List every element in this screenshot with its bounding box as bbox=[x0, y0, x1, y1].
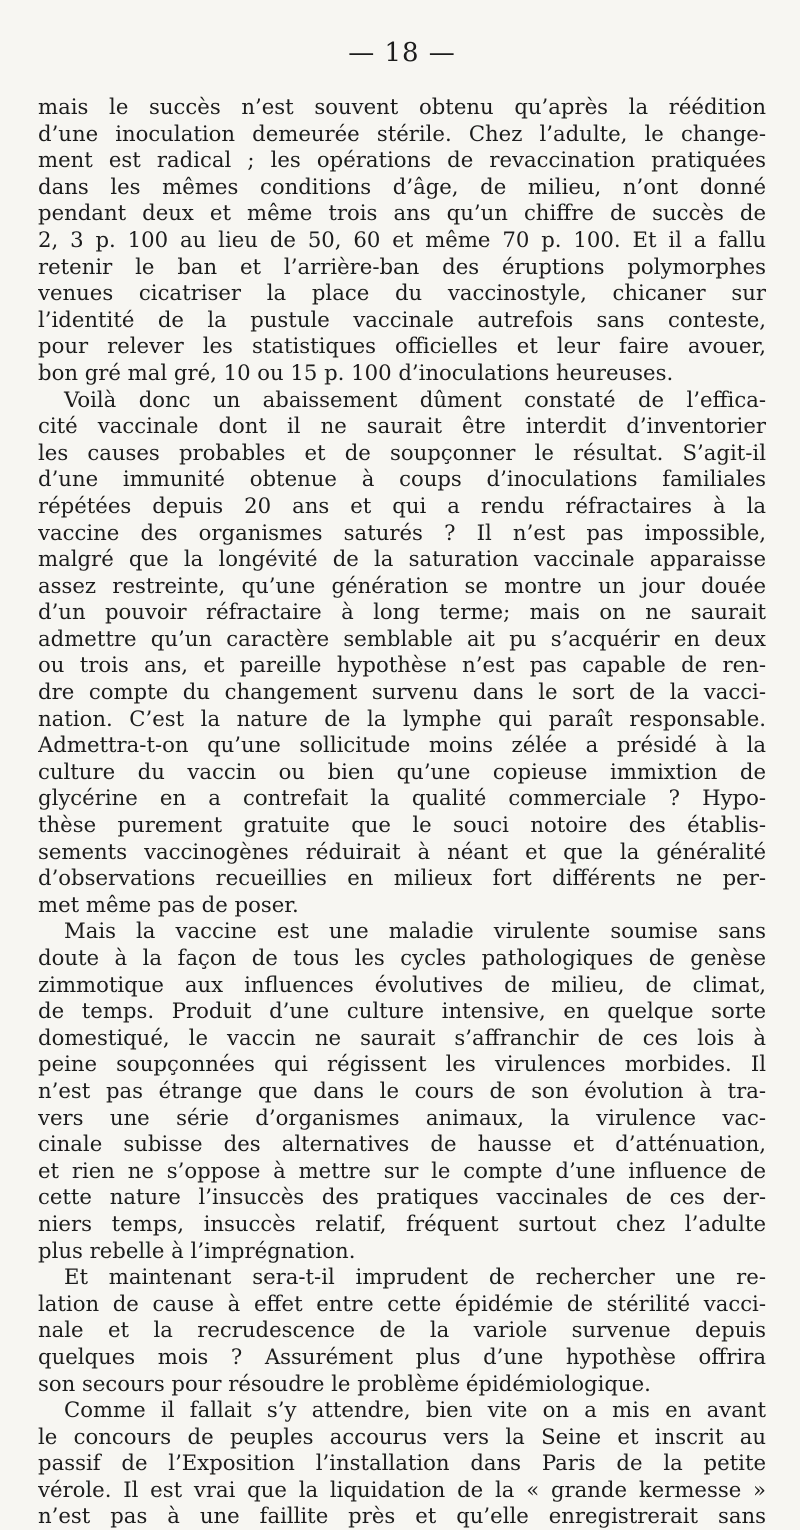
paragraph bbox=[38, 1397, 766, 1530]
text-line: ment est radical ; les opérations de revaccination pratiquées bbox=[38, 147, 766, 173]
text-line: quelques mois ? Assurément plus d’une hypothèse offrira bbox=[38, 1343, 766, 1369]
text-line: lation de cause à effet entre cette épidémie de stérilité vacci- bbox=[38, 1290, 766, 1316]
paragraph bbox=[38, 94, 766, 387]
text-line: Voilà donc un abaissement dûment constaté de l’effica- bbox=[64, 386, 766, 412]
paragraph bbox=[38, 1264, 766, 1397]
text-line: l’identité de la pustule vaccinale autrefois sans conteste, bbox=[38, 306, 766, 332]
text-line: nale et la recrudescence de la variole survenue depuis bbox=[38, 1317, 766, 1343]
text-line: et rien ne s’oppose à mettre sur le compte d’une influence de bbox=[38, 1157, 766, 1183]
text-line: cinale subisse des alternatives de hausse et d’atténuation, bbox=[38, 1131, 766, 1157]
text-line: bon gré mal gré, 10 ou 15 p. 100 d’inoculations heureuses. bbox=[38, 359, 674, 385]
text-line: nation. C’est la nature de la lymphe qui paraît responsable. bbox=[38, 705, 766, 731]
text-line: ou trois ans, et pareille hypothèse n’est pas capable de ren- bbox=[38, 652, 766, 678]
text-line: venues cicatriser la place du vaccinostyle, chicaner sur bbox=[38, 280, 766, 306]
text-line: dans les mêmes conditions d’âge, de milieu, n’ont donné bbox=[38, 173, 766, 199]
text-line: n’est pas à une faillite près et qu’elle enregistrerait sans bbox=[38, 1503, 766, 1529]
text-line: thèse purement gratuite que le souci notoire des établis- bbox=[38, 812, 766, 838]
text-line: pour relever les statistiques officielles et leur faire avouer, bbox=[38, 333, 766, 359]
text-line: 2, 3 p. 100 au lieu de 50, 60 et même 70 p. 100. Et il a fallu bbox=[38, 226, 766, 252]
text-line: cité vaccinale dont il ne saurait être interdit d’inventorier bbox=[38, 413, 766, 439]
text-line: plus rebelle à l’imprégnation. bbox=[38, 1237, 356, 1263]
text-line: son secours pour résoudre le problème épidémiologique. bbox=[38, 1370, 651, 1396]
text-line: glycérine en a contrefait la qualité commerciale ? Hypo- bbox=[38, 785, 766, 811]
text-line: les causes probables et de soupçonner le résultat. S’agit-il bbox=[38, 439, 766, 465]
text-line: Admettra-t-on qu’une sollicitude moins zélée a présidé à la bbox=[38, 732, 766, 758]
text-line: niers temps, insuccès relatif, fréquent surtout chez l’adulte bbox=[38, 1210, 766, 1236]
text-line: zimmotique aux influences évolutives de milieu, de climat, bbox=[38, 971, 766, 997]
text-line: domestiqué, le vaccin ne saurait s’affranchir de ces lois à bbox=[38, 1024, 766, 1050]
text-line: d’une inoculation demeurée stérile. Chez l’adulte, le change- bbox=[38, 120, 766, 146]
text-line: doute à la façon de tous les cycles pathologiques de genèse bbox=[38, 945, 766, 970]
text-line: vérole. Il est vrai que la liquidation de la « grande kermesse » bbox=[38, 1476, 766, 1502]
text-line: dre compte du changement survenu dans le sort de la vacci- bbox=[38, 679, 766, 705]
page-number: — 18 — bbox=[348, 38, 456, 68]
text-line: vaccine des organismes saturés ? Il n’est pas impossible, bbox=[38, 519, 766, 545]
text-line: malgré que la longévité de la saturation vaccinale apparaisse bbox=[38, 546, 766, 572]
text-line: Mais la vaccine est une maladie virulente soumise sans bbox=[64, 918, 766, 944]
text-line: culture du vaccin ou bien qu’une copieuse immixtion de bbox=[38, 758, 766, 784]
body-text bbox=[38, 94, 766, 1530]
text-line: pendant deux et même trois ans qu’un chiffre de succès de bbox=[38, 200, 766, 226]
text-line: Comme il fallait s’y attendre, bien vite on a mis en avant bbox=[64, 1397, 766, 1423]
paragraph bbox=[38, 918, 766, 1264]
text-line: d’observations recueillies en milieux fort différents ne per- bbox=[38, 865, 766, 891]
text-line: de temps. Produit d’une culture intensive, en quelque sorte bbox=[38, 998, 766, 1024]
text-line: retenir le ban et l’arrière-ban des éruptions polymorphes bbox=[38, 253, 766, 279]
text-line: vers une série d’organismes animaux, la virulence vac- bbox=[38, 1104, 766, 1130]
text-line: répétées depuis 20 ans et qui a rendu réfractaires à la bbox=[38, 492, 766, 518]
text-line: d’une immunité obtenue à coups d’inoculations familiales bbox=[38, 466, 766, 492]
text-line: n’est pas étrange que dans le cours de son évolution à tra- bbox=[38, 1077, 766, 1103]
text-line: Et maintenant sera-t-il imprudent de rechercher une re- bbox=[64, 1264, 766, 1290]
text-line: cette nature l’insuccès des pratiques vaccinales de ces der- bbox=[38, 1184, 766, 1210]
text-line: admettre qu’un caractère semblable ait pu s’acquérir en deux bbox=[38, 625, 766, 651]
text-line: met même pas de poser. bbox=[38, 891, 299, 917]
paragraph bbox=[38, 387, 766, 919]
text-line: sements vaccinogènes réduirait à néant et que la généralité bbox=[38, 838, 766, 864]
text-line: le concours de peuples accourus vers la Seine et inscrit au bbox=[38, 1423, 766, 1449]
text-line: mais le succès n’est souvent obtenu qu’après la réédition bbox=[38, 94, 766, 119]
text-line: d’un pouvoir réfractaire à long terme; mais on ne saurait bbox=[38, 599, 766, 625]
text-line: peine soupçonnées qui régissent les virulences morbides. Il bbox=[38, 1051, 766, 1077]
text-line: passif de l’Exposition l’installation dans Paris de la petite bbox=[38, 1450, 766, 1476]
text-line: assez restreinte, qu’une génération se montre un jour douée bbox=[38, 572, 766, 598]
